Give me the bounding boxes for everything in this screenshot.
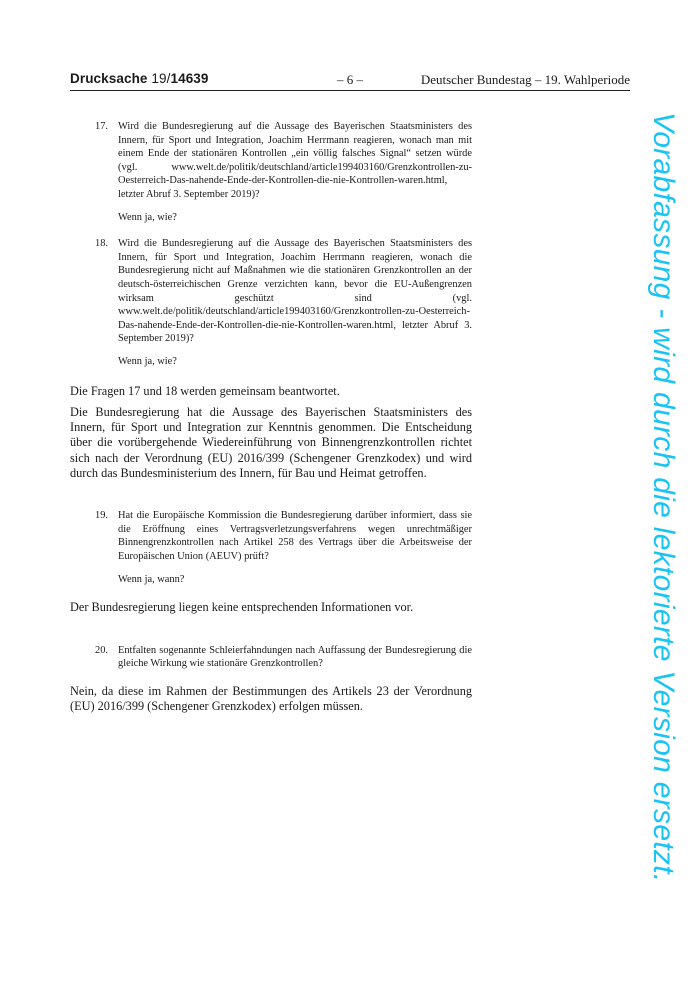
page-number: – 6 – xyxy=(337,72,363,87)
question-text: Entfalten sogenannte Schleierfahndungen nach Auffassung der Bundesregierung die gleiche Wirkung wie stationäre Grenzkontrollen? xyxy=(118,644,472,670)
parliament-period: Deutscher Bundestag – 19. Wahlperiode xyxy=(420,72,630,87)
draft-watermark: Vorabfassung - wird durch die lektorierte Version ersetzt. xyxy=(647,112,680,883)
page-header xyxy=(70,70,630,91)
question-followup: Wenn ja, wie? xyxy=(118,211,177,223)
document-type-label: Drucksache xyxy=(70,71,148,86)
question-19 xyxy=(95,509,472,586)
answer-intro-17-18: Die Fragen 17 und 18 werden gemeinsam beantwortet. xyxy=(70,383,340,398)
answer-20: Nein, da diese im Rahmen der Bestimmungen des Artikels 23 der Verordnung (EU) 2016/399 (Schengener Grenzkodex) erfolgen müssen. xyxy=(70,683,472,714)
question-number: 17. xyxy=(95,121,108,132)
answer-17-18: Die Bundesregierung hat die Aussage des Bayerischen Staatsministers des Innern, für Sport und Integration zur Kenntnis genommen. Die Entscheidung über die vorübergehende Wiedereinführung von Binnengrenzkontrollen richtet sich nach der Verordnung (EU) 2016/399 (Schengener Grenzkodex) und wird durch das Bundesministerium des Innern, für Bau und Heimat getroffen. xyxy=(70,404,472,480)
question-number: 18. xyxy=(95,238,108,250)
question-18 xyxy=(95,237,472,368)
question-followup: Wenn ja, wie? xyxy=(118,355,177,367)
document-number: 19/14639 xyxy=(151,71,209,86)
page-body xyxy=(70,120,472,714)
question-number: 19. xyxy=(95,510,108,522)
question-text: Hat die Europäische Kommission die Bundesregierung darüber informiert, dass sie die Eröffnung eines Vertragsverletzungsverfahrens wegen unrechtmäßiger Binnengrenzkontrollen nach Artikel 258 des Vertrags über die Arbeitsweise der Europäischen Union (AEUV) prüft? xyxy=(118,510,472,563)
question-number: 20. xyxy=(95,644,108,656)
answer-19: Der Bundesregierung liegen keine entsprechenden Informationen vor. xyxy=(70,600,414,615)
question-17 xyxy=(95,120,472,224)
question-text: Wird die Bundesregierung auf die Aussage des Bayerischen Staatsministers des Innern, für Sport und Integration, Joachim Herrmann reagieren, wonach die Bundesregierung nicht auf Maßnahmen wie die stationären Grenzkontrollen an der deutsch-österreichischen Grenze verzichten kann, bevor die EU-Außengrenzen wirksam geschützt sind (vgl. www.welt.de/politik/deutschland/article199403160/Grenzkontrollen-zu-Oesterreich-Das-nahende-Ende-der-Kontrollen-die-nie-Kontrollen-waren.html, letzter Abruf 3. September 2019)? xyxy=(118,238,472,345)
question-text: Wird die Bundesregierung auf die Aussage des Bayerischen Staatsministers des Innern, für Sport und Integration, Joachim Herrmann reagieren, wonach man mit einem Ende der stationären Kontrollen „ein völlig falsches Signal“ setzen würde (vgl. www.welt.de/politik/deutschland/article199403160/Grenzkontrollen-zu-Oesterreich-Das-nahende-Ende-der-Kontrollen-die-nie-Kontrollen-waren.html, letzter Abruf 3. September 2019)? xyxy=(118,121,472,200)
question-20 xyxy=(95,644,472,671)
question-followup: Wenn ja, wann? xyxy=(118,573,185,585)
